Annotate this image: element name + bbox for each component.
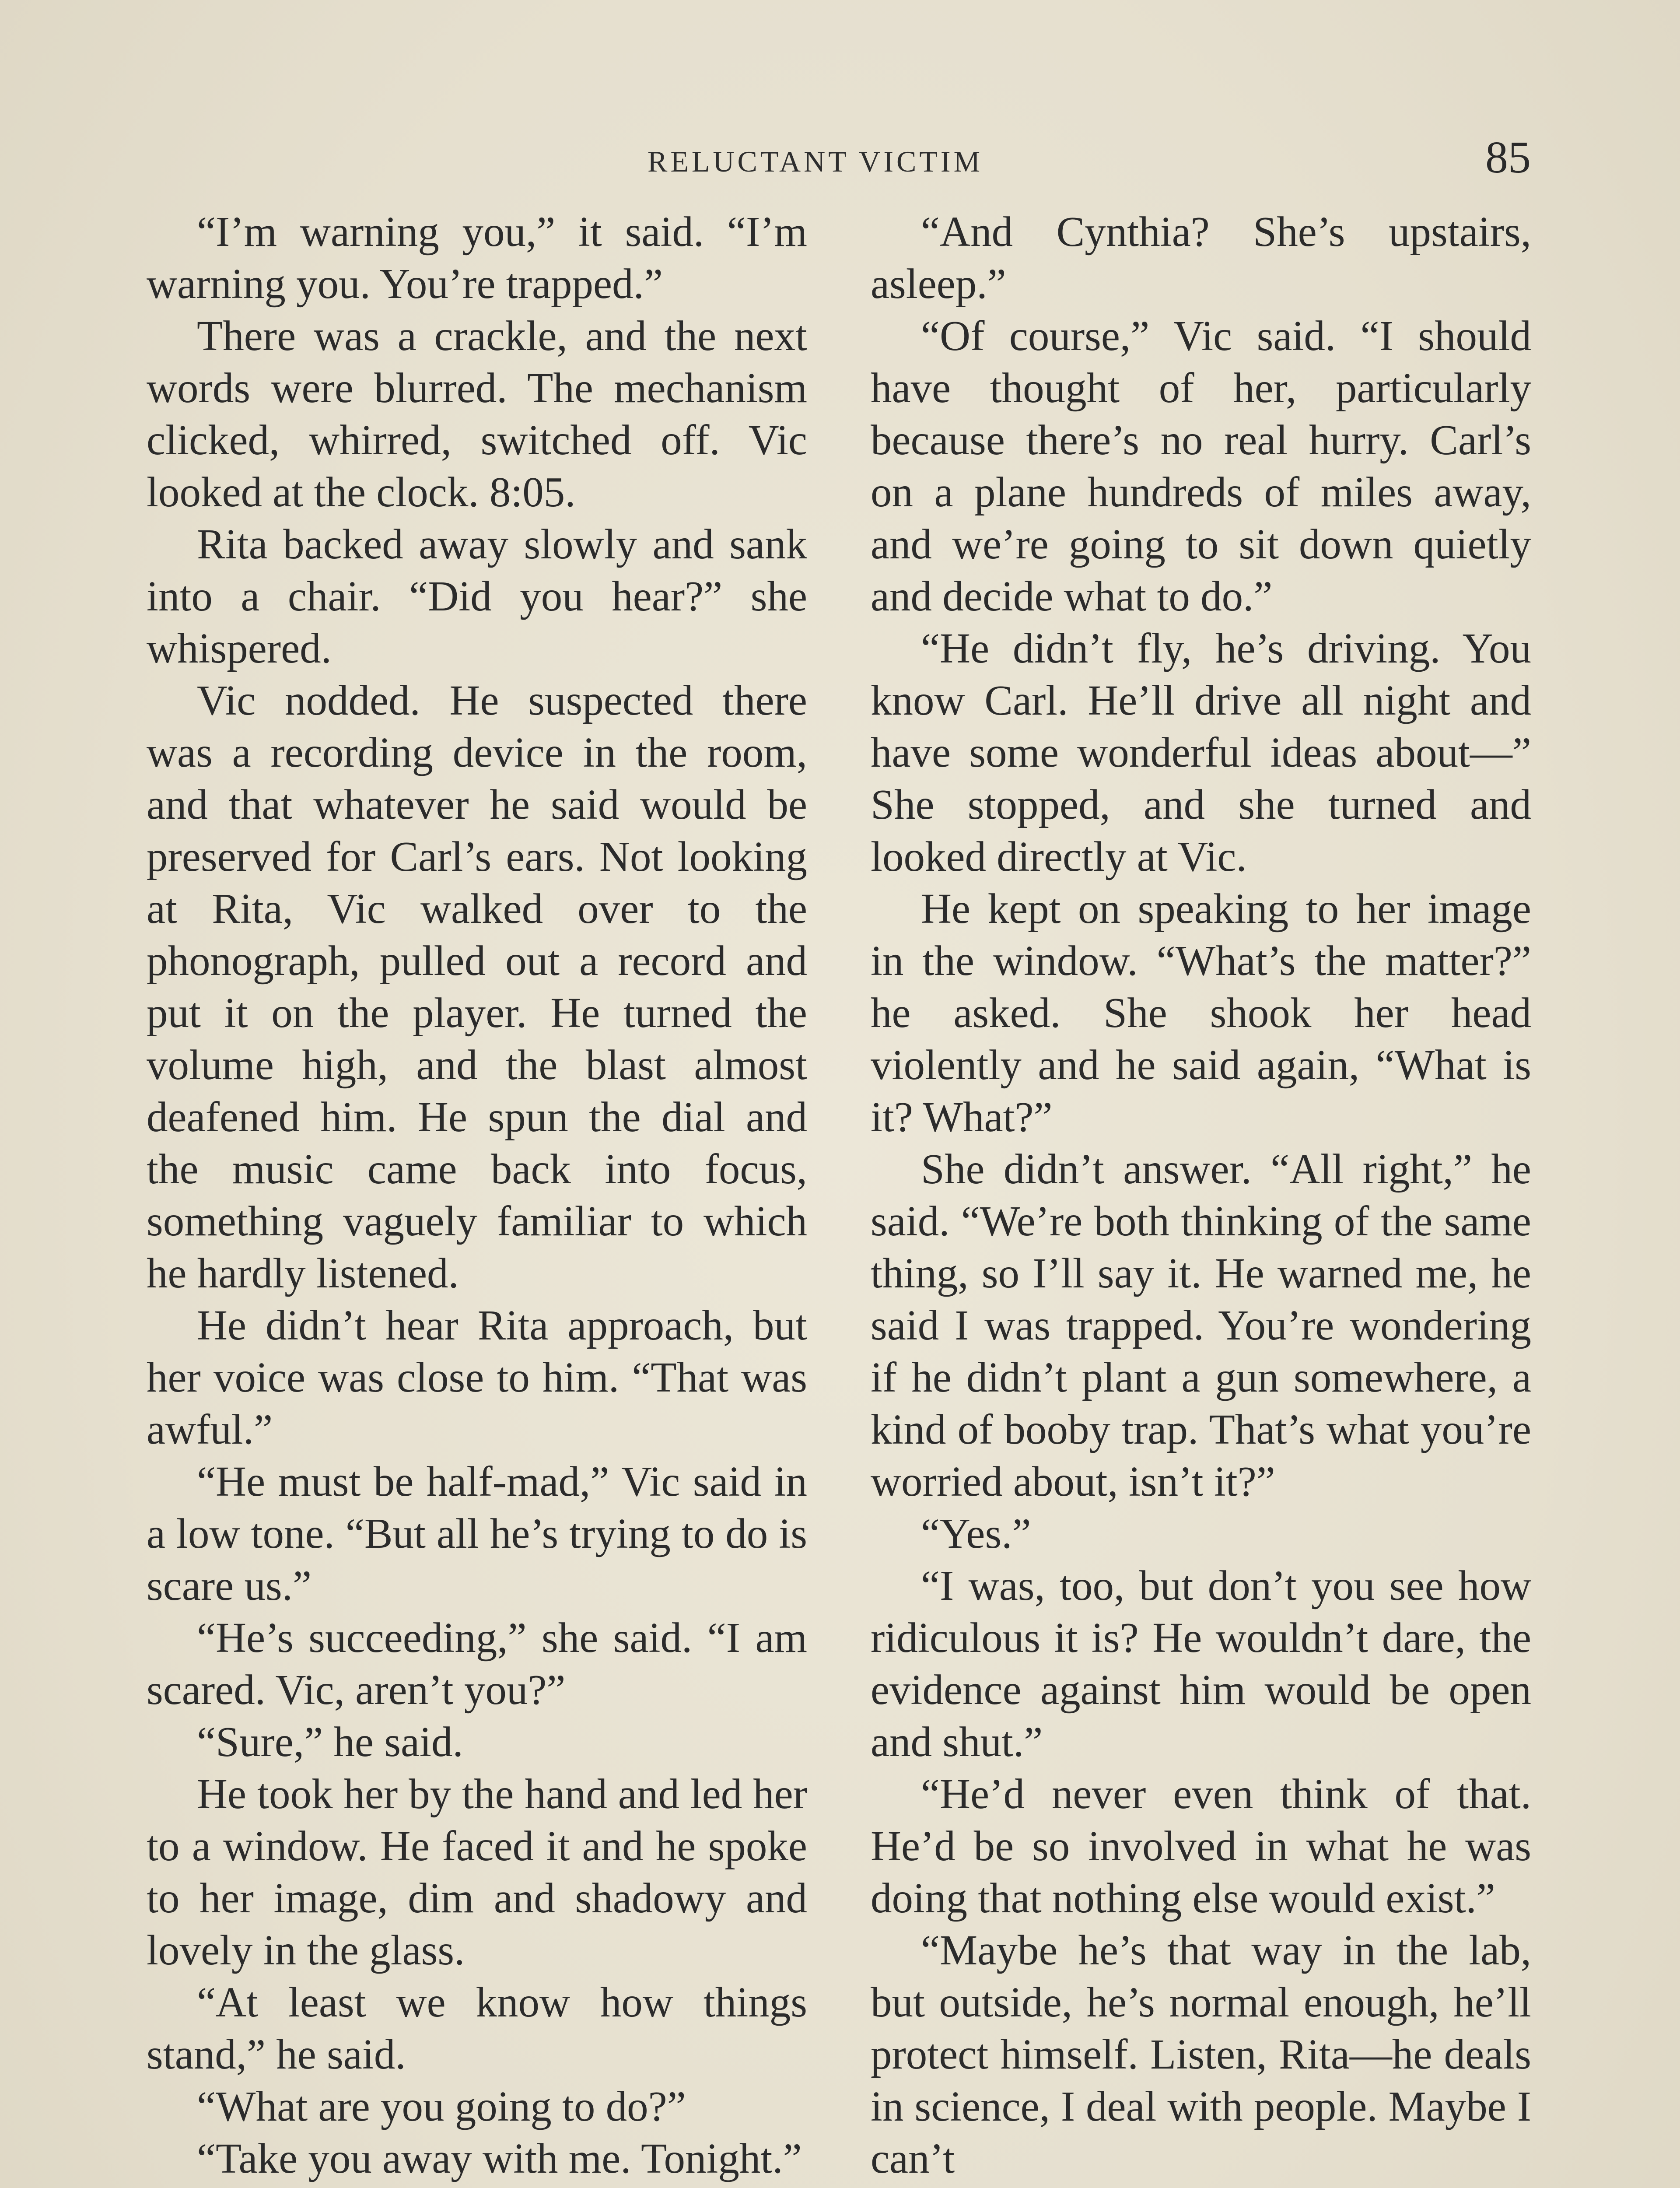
- paragraph: “Yes.”: [921, 1510, 1031, 1557]
- paragraph: “And Cynthia? She’s upstairs, asleep.”: [871, 208, 1531, 307]
- paragraph: “He didn’t fly, he’s driving. You know Carl. He’ll drive all night and have some wonderful ideas about—” She stopped, and she turned and looked directly at Vic.: [871, 625, 1531, 880]
- paragraph: “Of course,” Vic said. “I should have thought of her, particularly because there’s no real hurry. Carl’s on a plane hundreds of miles away, and we’re going to sit down quietly and decide what to do.”: [871, 312, 1531, 620]
- paragraph: “What are you going to do?”: [197, 2083, 686, 2130]
- paragraph: “At least we know how things stand,” he said.: [147, 1979, 807, 2078]
- paragraph: “Maybe he’s that way in the lab, but outside, he’s normal enough, he’ll protect himself. Listen, Rita—he deals in science, I deal with people. Maybe I can’t: [871, 1927, 1531, 2182]
- page-number: 85: [1485, 132, 1531, 182]
- paragraph: “He’d never even think of that. He’d be so involved in what he was doing that nothing else would exist.”: [871, 1771, 1531, 1922]
- paragraph: “He must be half-mad,” Vic said in a low tone. “But all he’s trying to do is scare us.”: [147, 1458, 807, 1609]
- paragraph: He didn’t hear Rita approach, but her voice was close to him. “That was awful.”: [147, 1302, 807, 1453]
- paragraph: “Sure,” he said.: [197, 1718, 463, 1765]
- left-column: [147, 206, 807, 2184]
- paragraph: He took her by the hand and led her to a window. He faced it and he spoke to her image, dim and shadowy and lovely in the glass.: [147, 1771, 807, 1974]
- right-column: [871, 206, 1531, 2184]
- paragraph: She didn’t answer. “All right,” he said. “We’re both thinking of the same thing, so I’ll say it. He warned me, he said I was trapped. You’re wondering if he didn’t plant a gun somewhere, a kind of booby trap. That’s what you’re worried about, isn’t it?”: [871, 1146, 1531, 1505]
- paragraph: “Take you away with me. Tonight.”: [197, 2135, 802, 2182]
- paragraph: “I was, too, but don’t you see how ridiculous it is? He wouldn’t dare, the evidence against him would be open and shut.”: [871, 1562, 1531, 1765]
- paragraph: He kept on speaking to her image in the window. “What’s the matter?” he asked. She shook her head violently and he said again, “What is it? What?”: [871, 885, 1531, 1140]
- paragraph: “I’m warning you,” it said. “I’m warning you. You’re trapped.”: [147, 208, 807, 307]
- paragraph: “He’s succeeding,” she said. “I am scared. Vic, aren’t you?”: [147, 1614, 807, 1713]
- paragraph: Rita backed away slowly and sank into a chair. “Did you hear?” she whispered.: [147, 521, 807, 672]
- paragraph: There was a crackle, and the next words were blurred. The mechanism clicked, whirred, switched off. Vic looked at the clock. 8:05.: [147, 312, 807, 515]
- running-head: RELUCTANT VICTIM: [648, 145, 984, 178]
- paragraph: Vic nodded. He suspected there was a recording device in the room, and that whatever he said would be preserved for Carl’s ears. Not looking at Rita, Vic walked over to the phonograph, pulled out a record and put it on the player. He turned the volume high, and the blast almost deafened him. He spun the dial and the music came back into focus, something vaguely familiar to which he hardly listened.: [147, 677, 807, 1297]
- page-header: [0, 131, 1680, 193]
